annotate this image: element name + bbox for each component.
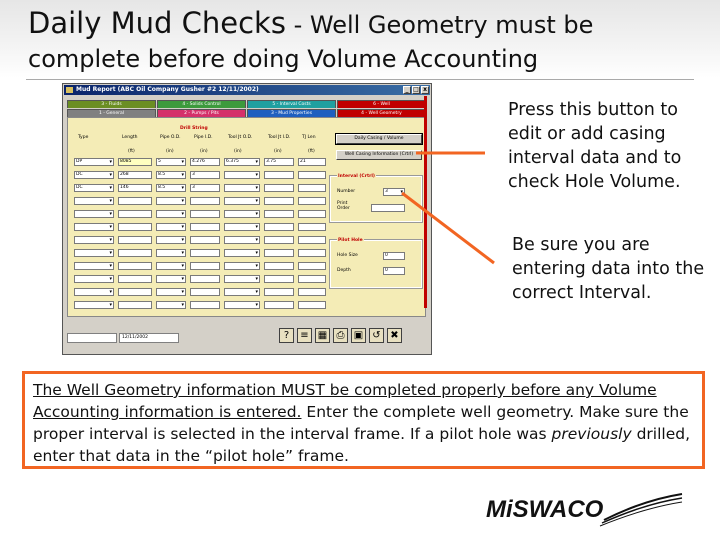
drill-string-cell[interactable] <box>224 288 260 296</box>
drill-string-cell[interactable]: 3 <box>190 171 220 179</box>
note-part1: Enter the complete well geometry. Make sure the proper interval is selected in the interval frame. If a pilot hole was <box>33 403 689 443</box>
drill-string-cell[interactable] <box>190 223 220 231</box>
tab-row-front <box>67 109 427 117</box>
drill-string-cell[interactable] <box>298 184 326 192</box>
drill-string-cell[interactable] <box>298 288 326 296</box>
drill-string-cell[interactable] <box>118 249 152 257</box>
drill-string-cell[interactable] <box>118 262 152 270</box>
drill-string-cell[interactable] <box>224 171 260 179</box>
drill-string-cell[interactable]: DC ▾ <box>74 184 114 192</box>
drill-string-cell[interactable]: 3 <box>190 184 220 192</box>
drill-string-cell[interactable] <box>118 236 152 244</box>
drill-string-cell[interactable] <box>298 171 326 179</box>
window-titlebar <box>64 85 430 95</box>
depth-field[interactable]: 0 <box>383 267 405 275</box>
drill-string-cell[interactable] <box>264 210 294 218</box>
drill-string-cell[interactable] <box>156 197 186 205</box>
drill-string-cell[interactable] <box>298 236 326 244</box>
drill-string-cell[interactable]: DP ▾ <box>74 158 114 166</box>
undo-icon[interactable]: ↺ <box>369 328 384 343</box>
drill-string-cell[interactable] <box>190 249 220 257</box>
status-row <box>67 320 426 350</box>
drill-string-cell[interactable] <box>264 262 294 270</box>
drill-string-cell[interactable] <box>224 275 260 283</box>
interval-number-label: Number <box>337 189 356 194</box>
tab-1[interactable]: 2 - Pumps / Pits <box>157 109 246 117</box>
title-divider <box>26 79 694 80</box>
drill-string-cell[interactable] <box>118 301 152 309</box>
drill-string-cell[interactable]: 8.5 ▾ <box>156 184 186 192</box>
well-geometry-panel <box>67 117 426 317</box>
drill-string-cell[interactable] <box>224 197 260 205</box>
drill-string-cell[interactable] <box>156 262 186 270</box>
unit-label: (in) <box>166 149 174 154</box>
drill-string-cell[interactable] <box>74 236 114 244</box>
drill-string-cell[interactable]: DC ▾ <box>74 171 114 179</box>
unit-label: (ft) <box>308 149 315 154</box>
mud-report-window <box>62 83 432 355</box>
help-icon[interactable]: ? <box>279 328 294 343</box>
instruction-note <box>22 371 705 469</box>
drill-string-cell[interactable] <box>74 249 114 257</box>
drill-string-cell[interactable]: 4.276 <box>190 158 220 166</box>
column-header: Pipe O.D. <box>160 135 181 140</box>
drill-string-cell[interactable] <box>224 223 260 231</box>
drill-string-cell[interactable] <box>224 262 260 270</box>
pilot-hole-group <box>330 240 422 288</box>
drill-string-cell[interactable] <box>118 288 152 296</box>
tab-3[interactable]: 4 - Well Geometry <box>337 109 426 117</box>
drill-string-cell[interactable] <box>224 184 260 192</box>
drill-string-cell[interactable] <box>298 197 326 205</box>
drill-string-cell[interactable] <box>298 249 326 257</box>
daily-casing-volume-button[interactable]: Daily Casing / Volume <box>336 134 422 144</box>
unit-label: (in) <box>200 149 208 154</box>
print-icon[interactable]: ⎙ <box>333 328 348 343</box>
column-header: Tool Jt I.D. <box>268 135 291 140</box>
drill-string-cell[interactable] <box>298 262 326 270</box>
drill-string-cell[interactable]: 6.375 ▾ <box>224 158 260 166</box>
drill-string-cell[interactable] <box>74 262 114 270</box>
drill-string-cell[interactable] <box>74 288 114 296</box>
callout-correct-interval: Be sure you are entering data into the correct Interval. <box>512 235 705 303</box>
pilot-hole-title: Pilot Hole <box>338 238 363 243</box>
tab-2[interactable]: 3 - Mud Properties <box>247 109 336 117</box>
slide-title <box>28 6 708 76</box>
drill-string-cell[interactable] <box>190 288 220 296</box>
hole-size-field[interactable]: 0 <box>383 252 405 260</box>
status-date: 12/11/2002 <box>119 333 179 343</box>
drill-string-cell[interactable] <box>118 275 152 283</box>
tab-back-2[interactable]: 5 - Interval Costs <box>247 100 336 108</box>
drill-string-cell[interactable] <box>264 223 294 231</box>
drill-string-cell[interactable] <box>298 223 326 231</box>
status-blank <box>67 333 117 343</box>
column-header: Pipe I.D. <box>194 135 213 140</box>
drill-string-cell[interactable] <box>224 249 260 257</box>
calc-icon[interactable]: ▦ <box>315 328 330 343</box>
well-casing-info-button[interactable]: Well Casing Information (Crtrl) <box>336 150 422 160</box>
drill-string-cell[interactable] <box>190 236 220 244</box>
drill-string-cell[interactable] <box>156 301 186 309</box>
unit-label: (in) <box>274 149 282 154</box>
drill-string-cell[interactable] <box>264 197 294 205</box>
drill-string-cell[interactable] <box>298 301 326 309</box>
close-icon[interactable]: ✖ <box>387 328 402 343</box>
drill-string-cell[interactable] <box>224 236 260 244</box>
print-order-label: Print Order <box>337 201 350 211</box>
column-header: Tool Jt O.D. <box>228 135 253 140</box>
logo-text: MiSWACO <box>486 496 604 523</box>
unit-label: (in) <box>234 149 242 154</box>
column-header: Type <box>78 135 89 140</box>
callout-edit-casing: Press this button to edit or add casing interval data and to check Hole Volume. <box>508 100 682 192</box>
drill-string-cell[interactable]: 8.5 ▾ <box>156 171 186 179</box>
tab-back-1[interactable]: 4 - Solids Control <box>157 100 246 108</box>
depth-label: Depth <box>337 268 351 273</box>
drill-string-cell[interactable] <box>74 301 114 309</box>
drill-string-cell[interactable] <box>224 210 260 218</box>
drill-string-cell[interactable] <box>264 275 294 283</box>
minimize-button[interactable]: _ <box>403 86 411 94</box>
drill-string-cell[interactable] <box>264 288 294 296</box>
drill-string-cell[interactable] <box>156 236 186 244</box>
drill-string-cell[interactable] <box>118 210 152 218</box>
drill-string-cell[interactable] <box>264 301 294 309</box>
drill-string-cell[interactable]: 8085 <box>118 158 152 166</box>
report-icon[interactable]: ≡ <box>297 328 312 343</box>
drill-string-cell[interactable]: 5 ▾ <box>156 158 186 166</box>
drill-string-cell[interactable] <box>264 184 294 192</box>
app-icon <box>66 87 73 93</box>
drill-string-cell[interactable] <box>74 210 114 218</box>
drill-string-cell[interactable] <box>190 210 220 218</box>
drill-string-cell[interactable] <box>156 275 186 283</box>
tab-back-3[interactable]: 6 - Well <box>337 100 426 108</box>
title-main: Daily Mud Checks <box>28 6 286 40</box>
drill-string-cell[interactable] <box>74 275 114 283</box>
drill-string-cell[interactable] <box>118 223 152 231</box>
maximize-button[interactable]: □ <box>413 86 419 93</box>
column-header: TJ Len <box>302 135 316 140</box>
interval-group-title: Interval (Crtrl) <box>338 174 375 179</box>
tab-row-back <box>67 100 427 108</box>
drill-string-cell[interactable] <box>74 223 114 231</box>
tab-back-0[interactable]: 3 - Fluids <box>67 100 156 108</box>
note-part2: drilled, enter that data in the “pilot hole” frame. <box>33 425 691 465</box>
drill-string-cell[interactable] <box>156 210 186 218</box>
drill-string-cell[interactable] <box>264 249 294 257</box>
drill-string-cell[interactable]: 146 <box>118 184 152 192</box>
drill-string-cell[interactable] <box>264 171 294 179</box>
drill-string-cell[interactable]: 21 <box>298 158 326 166</box>
interval-group <box>330 176 422 222</box>
drill-string-cell[interactable] <box>298 275 326 283</box>
drill-string-cell[interactable] <box>190 275 220 283</box>
unit-label: (ft) <box>128 149 135 154</box>
drill-string-cell[interactable] <box>190 262 220 270</box>
drill-string-label: Drill String <box>180 126 208 131</box>
column-header: Length <box>122 135 138 140</box>
miswaco-logo <box>484 490 684 530</box>
close-window-button[interactable]: x <box>421 86 429 94</box>
drill-string-cell[interactable] <box>264 236 294 244</box>
note-italic: previously <box>551 425 632 443</box>
drill-string-cell[interactable] <box>156 249 186 257</box>
save-icon[interactable]: ▣ <box>351 328 366 343</box>
active-tab-edge <box>424 96 427 308</box>
interval-number-select[interactable]: 3 ▾ <box>383 188 405 196</box>
window-title: Mud Report (ABC Oil Company Gusher #2 12/11/2002) <box>76 86 259 93</box>
title-rest: - Well Geometry must be complete before doing Volume Accounting <box>28 11 594 73</box>
drill-string-cell[interactable]: 268 <box>118 171 152 179</box>
drill-string-cell[interactable] <box>224 301 260 309</box>
hole-size-label: Hole Size <box>337 253 358 258</box>
drill-string-cell[interactable] <box>156 223 186 231</box>
drill-string-cell[interactable] <box>156 288 186 296</box>
print-order-field[interactable] <box>371 204 405 212</box>
drill-string-cell[interactable] <box>74 197 114 205</box>
drill-string-cell[interactable] <box>298 210 326 218</box>
tab-0[interactable]: 1 - General <box>67 109 156 117</box>
drill-string-cell[interactable] <box>118 197 152 205</box>
note-underlined: The Well Geometry information MUST be completed properly before any Volume Accounting information is entered. <box>33 381 657 421</box>
drill-string-cell[interactable] <box>190 301 220 309</box>
drill-string-cell[interactable]: 3.75 <box>264 158 294 166</box>
drill-string-cell[interactable] <box>190 197 220 205</box>
